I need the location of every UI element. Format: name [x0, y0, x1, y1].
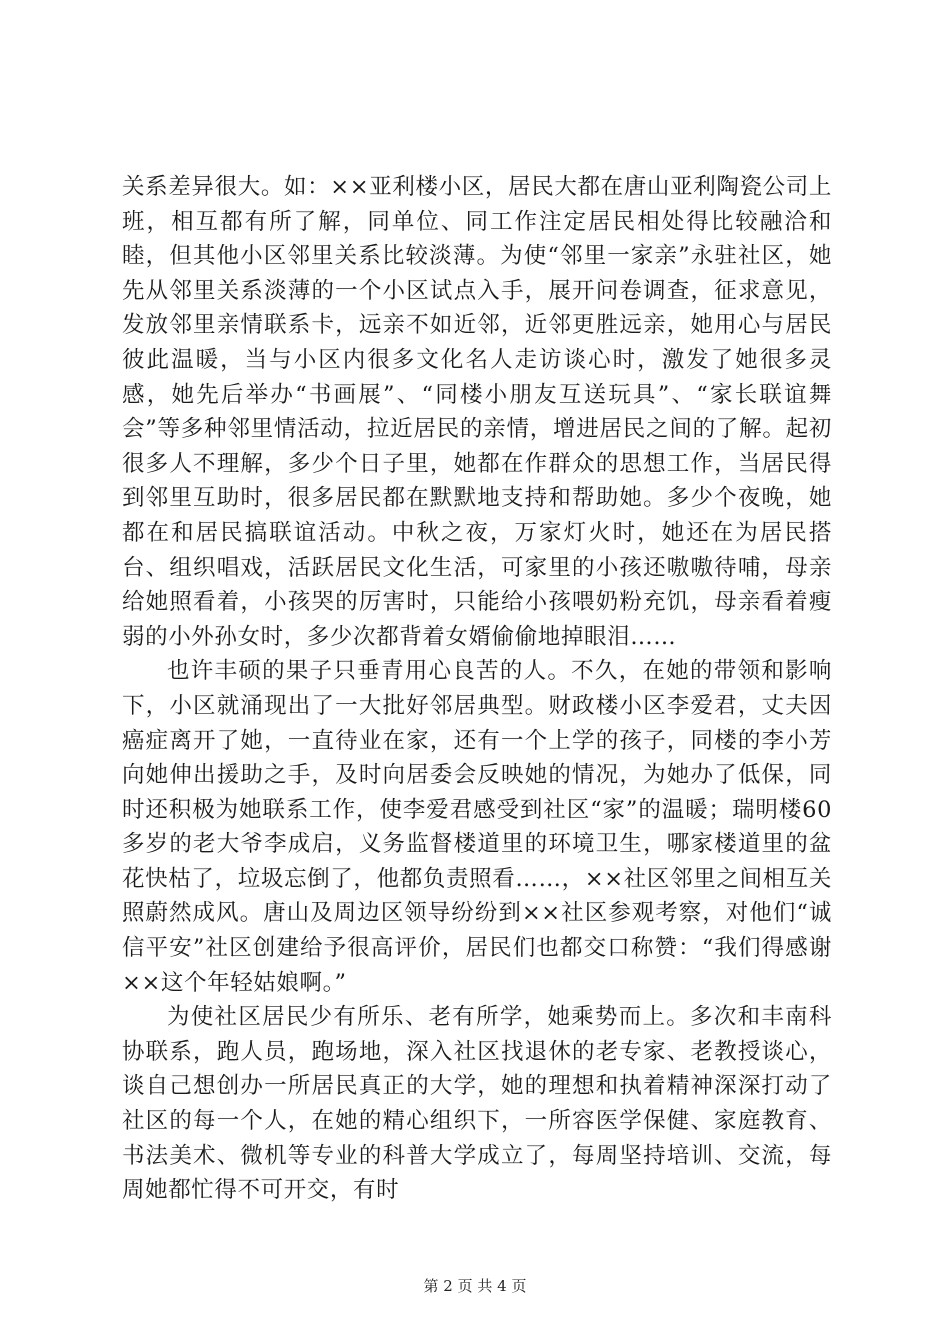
- document-body: [122, 170, 832, 1208]
- page-number-label: 第 2 页 共 4 页: [423, 1277, 527, 1295]
- paragraph-1: 关系差异很大。如：××亚利楼小区，居民大都在唐山亚利陶瓷公司上班，相互都有所了解，同单位、同工作注定居民相处得比较融洽和睦，但其他小区邻里关系比较淡薄。为使“邻里一家亲”永驻社区，她先从邻里关系淡薄的一个小区试点入手，展开问卷调查，征求意见，发放邻里亲情联系卡，远亲不如近邻，近邻更胜远亲，她用心与居民彼此温暖，当与小区内很多文化名人走访谈心时，激发了她很多灵感，她先后举办“书画展”、“同楼小朋友互送玩具”、“家长联谊舞会”等多种邻里情活动，拉近居民的亲情，增进居民之间的了解。起初很多人不理解，多少个日子里，她都在作群众的思想工作，当居民得到邻里互助时，很多居民都在默默地支持和帮助她。多少个夜晚，她都在和居民搞联谊活动。中秋之夜，万家灯火时，她还在为居民搭台、组织唱戏，活跃居民文化生活，可家里的小孩还嗷嗷待哺，母亲给她照看着，小孩哭的厉害时，只能给小孩喂奶粉充饥，母亲看着瘦弱的小外孙女时，多少次都背着女婿偷偷地掉眼泪……: [122, 174, 832, 650]
- paragraph-3: 为使社区居民少有所乐、老有所学，她乘势而上。多次和丰南科协联系，跑人员，跑场地，深入社区找退休的老专家、老教授谈心，谈自己想创办一所居民真正的大学，她的理想和执着精神深深打动了社区的每一个人，在她的精心组织下，一所容医学保健、家庭教育、书法美术、微机等专业的科普大学成立了，每周坚持培训、交流，每周她都忙得不可开交，有时: [122, 1004, 832, 1204]
- paragraph-2: 也许丰硕的果子只垂青用心良苦的人。不久，在她的带领和影响下，小区就涌现出了一大批好邻居典型。财政楼小区李爱君，丈夫因癌症离开了她，一直待业在家，还有一个上学的孩子，同楼的李小芳向她伸出援助之手，及时向居委会反映她的情况，为她办了低保，同时还积极为她联系工作，使李爱君感受到社区“家”的温暖；瑞明楼60多岁的老大爷李成启，义务监督楼道里的环境卫生，哪家楼道里的盆花快枯了，垃圾忘倒了，他都负责照看……，××社区邻里之间相互关照蔚然成风。唐山及周边区领导纷纷到××社区参观考察，对他们“诚信平安”社区创建给予很高评价，居民们也都交口称赞：“我们得感谢××这个年轻姑娘啊。”: [122, 658, 832, 996]
- page-footer: [0, 1275, 950, 1296]
